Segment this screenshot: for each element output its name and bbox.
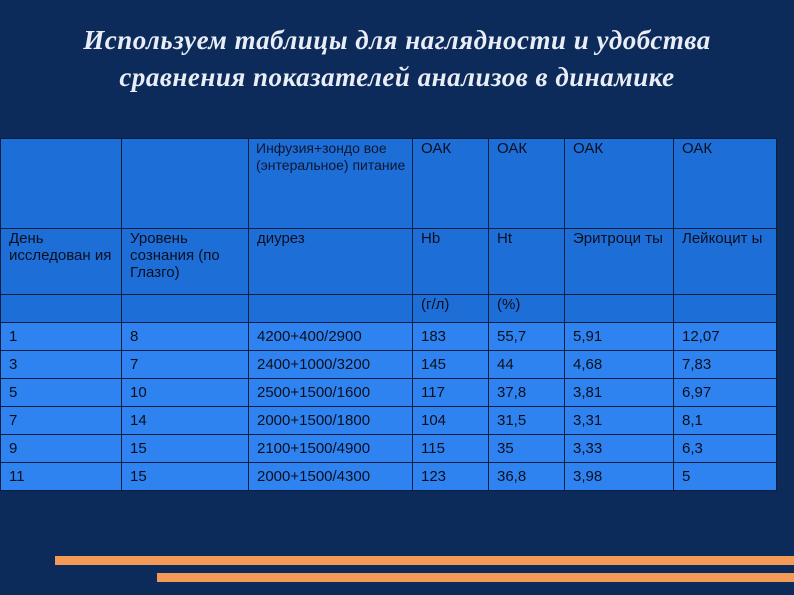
cell-infusion: 2500+1500/1600 (249, 379, 413, 407)
header-cell-consciousness (122, 139, 249, 229)
header-cell-erythrocytes (565, 295, 674, 323)
header-cell-ht: (%) (489, 295, 565, 323)
cell-infusion: 2000+1500/1800 (249, 407, 413, 435)
cell-ht: 37,8 (489, 379, 565, 407)
cell-consciousness: 15 (122, 435, 249, 463)
cell-hb: 123 (413, 463, 489, 491)
cell-leukocytes: 6,97 (674, 379, 777, 407)
table-row (1, 463, 777, 491)
cell-day: 3 (1, 351, 122, 379)
cell-erythrocytes: 3,98 (565, 463, 674, 491)
header-cell-leukocytes: ОАК (674, 139, 777, 229)
cell-erythrocytes: 3,33 (565, 435, 674, 463)
cell-consciousness: 10 (122, 379, 249, 407)
header-cell-day (1, 139, 122, 229)
cell-ht: 55,7 (489, 323, 565, 351)
header-cell-day (1, 295, 122, 323)
table-row (1, 379, 777, 407)
header-cell-infusion: Инфузия+зондо вое (энтеральное) питание (249, 139, 413, 229)
cell-day: 5 (1, 379, 122, 407)
cell-infusion: 2100+1500/4900 (249, 435, 413, 463)
cell-infusion: 2400+1000/3200 (249, 351, 413, 379)
cell-ht: 36,8 (489, 463, 565, 491)
cell-erythrocytes: 4,68 (565, 351, 674, 379)
cell-leukocytes: 5 (674, 463, 777, 491)
slide-title: Используем таблицы для наглядности и удобства сравнения показателей анализов в динамике (83, 25, 711, 92)
cell-infusion: 2000+1500/4300 (249, 463, 413, 491)
header-cell-hb: ОАК (413, 139, 489, 229)
cell-ht: 44 (489, 351, 565, 379)
cell-ht: 31,5 (489, 407, 565, 435)
analysis-table (0, 138, 777, 491)
table-row (1, 351, 777, 379)
header-cell-erythrocytes: ОАК (565, 139, 674, 229)
cell-erythrocytes: 5,91 (565, 323, 674, 351)
cell-ht: 35 (489, 435, 565, 463)
table-row (1, 407, 777, 435)
cell-hb: 115 (413, 435, 489, 463)
header-cell-ht: ОАК (489, 139, 565, 229)
cell-hb: 117 (413, 379, 489, 407)
cell-day: 11 (1, 463, 122, 491)
cell-consciousness: 7 (122, 351, 249, 379)
cell-leukocytes: 7,83 (674, 351, 777, 379)
header-cell-hb: Hb (413, 229, 489, 295)
cell-infusion: 4200+400/2900 (249, 323, 413, 351)
cell-day: 7 (1, 407, 122, 435)
header-cell-consciousness: Уровень сознания (по Глазго) (122, 229, 249, 295)
cell-consciousness: 8 (122, 323, 249, 351)
table-row (1, 323, 777, 351)
cell-leukocytes: 6,3 (674, 435, 777, 463)
cell-leukocytes: 8,1 (674, 407, 777, 435)
cell-hb: 183 (413, 323, 489, 351)
cell-consciousness: 15 (122, 463, 249, 491)
cell-erythrocytes: 3,81 (565, 379, 674, 407)
table-header-row (1, 295, 777, 323)
decorative-bar-top (55, 556, 794, 565)
cell-day: 1 (1, 323, 122, 351)
cell-erythrocytes: 3,31 (565, 407, 674, 435)
cell-leukocytes: 12,07 (674, 323, 777, 351)
cell-hb: 145 (413, 351, 489, 379)
header-cell-day: День исследован ия (1, 229, 122, 295)
header-cell-erythrocytes: Эритроци ты (565, 229, 674, 295)
cell-consciousness: 14 (122, 407, 249, 435)
header-cell-infusion: диурез (249, 229, 413, 295)
header-cell-leukocytes (674, 295, 777, 323)
header-cell-ht: Ht (489, 229, 565, 295)
table-header-row (1, 139, 777, 229)
cell-hb: 104 (413, 407, 489, 435)
table-header-row (1, 229, 777, 295)
header-cell-infusion (249, 295, 413, 323)
header-cell-leukocytes: Лейкоцит ы (674, 229, 777, 295)
cell-day: 9 (1, 435, 122, 463)
decorative-bar-bottom (157, 573, 794, 582)
table-row (1, 435, 777, 463)
header-cell-hb: (г/л) (413, 295, 489, 323)
header-cell-consciousness (122, 295, 249, 323)
